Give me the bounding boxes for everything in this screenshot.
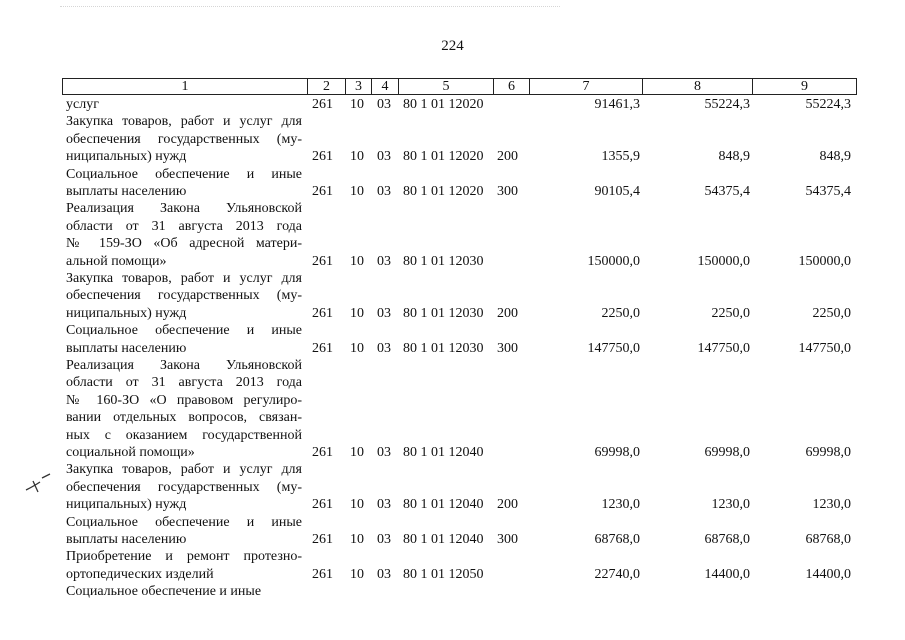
cell-c4: 03 — [377, 566, 391, 582]
row-description — [66, 583, 302, 600]
page-number: 224 — [441, 38, 464, 54]
header-col-1: 1 — [181, 79, 189, 94]
table-row — [0, 166, 905, 201]
cell-c6: 300 — [497, 531, 518, 547]
cell-c5: 80 1 01 12040 — [403, 531, 484, 547]
description-line: Приобретение и ремонт протезно- — [66, 549, 302, 565]
cell-c5: 80 1 01 12040 — [403, 445, 484, 460]
cell-c5: 80 1 01 12040 — [403, 497, 484, 513]
description-line: Реализация Закона Ульяновской — [66, 358, 302, 373]
cell-c5: 80 1 01 12020 — [403, 97, 484, 112]
table-row — [0, 270, 905, 322]
cell-c4: 03 — [377, 149, 391, 165]
cell-c5: 80 1 01 12030 — [403, 340, 484, 356]
cell-c9: 55224,3 — [805, 97, 851, 112]
cell-c4: 03 — [377, 531, 391, 547]
cell-c8: 14400,0 — [704, 566, 750, 582]
cell-c2: 261 — [312, 183, 333, 199]
description-line: обеспечения государственных (му- — [66, 131, 302, 147]
cell-c9: 14400,0 — [805, 566, 851, 582]
row-description — [66, 270, 302, 322]
description-line: Закупка товаров, работ и услуг для — [66, 271, 302, 286]
description-line: вании отдельных вопросов, связан- — [66, 410, 302, 426]
cell-c7: 147750,0 — [587, 340, 640, 356]
cell-c5: 80 1 01 12030 — [403, 305, 484, 321]
cell-c6: 200 — [497, 497, 518, 513]
cell-c7: 1355,9 — [601, 149, 640, 165]
cell-c2: 261 — [312, 253, 333, 269]
cell-c4: 03 — [377, 497, 391, 513]
description-line: выплаты населению — [66, 532, 187, 547]
description-line: обеспечения государственных (му- — [66, 479, 302, 495]
cell-c9: 54375,4 — [805, 183, 851, 199]
cell-c3: 10 — [350, 183, 364, 199]
header-col-5: 5 — [398, 79, 493, 94]
description-line: Реализация Закона Ульяновской — [66, 201, 302, 217]
cell-c5: 80 1 01 12030 — [403, 253, 484, 269]
description-line: альной помощи» — [66, 253, 167, 269]
header-col-7: 7 — [529, 79, 642, 94]
row-description — [66, 96, 302, 113]
cell-c2: 261 — [312, 531, 333, 547]
cell-c6: 300 — [497, 340, 518, 356]
description-line: социальной помощи» — [66, 445, 195, 461]
cell-c4: 03 — [377, 445, 391, 460]
cell-c9: 150000,0 — [798, 253, 851, 269]
cell-c8: 1230,0 — [711, 497, 750, 513]
description-line: Социальное обеспечение и иные — [66, 323, 302, 339]
cell-c2: 261 — [312, 566, 333, 582]
cell-c3: 10 — [350, 340, 364, 356]
cell-c8: 68768,0 — [704, 531, 750, 547]
cell-c4: 03 — [377, 97, 391, 112]
table-row — [0, 113, 905, 165]
description-line: № 160-ЗО «О правовом регулиро- — [66, 392, 302, 408]
table-row — [0, 548, 905, 583]
cell-c7: 2250,0 — [601, 305, 640, 321]
description-line: области от 31 августа 2013 года — [66, 375, 302, 391]
table-row — [0, 461, 905, 513]
cell-c8: 69998,0 — [704, 445, 750, 460]
cell-c2: 261 — [312, 97, 333, 112]
row-description — [66, 514, 302, 549]
cell-c7: 90105,4 — [594, 183, 640, 199]
cell-c7: 22740,0 — [594, 566, 640, 582]
header-col-9: 9 — [752, 79, 856, 94]
cell-c9: 69998,0 — [805, 445, 851, 460]
cell-c7: 150000,0 — [587, 253, 640, 269]
cell-c2: 261 — [312, 149, 333, 165]
cell-c3: 10 — [350, 531, 364, 547]
cell-c8: 55224,3 — [704, 97, 750, 112]
scan-artifact — [60, 6, 560, 11]
cell-c5: 80 1 01 12020 — [403, 149, 484, 165]
cell-c3: 10 — [350, 253, 364, 269]
cell-c4: 03 — [377, 305, 391, 321]
description-line: выплаты населению — [66, 184, 187, 199]
cell-c7: 1230,0 — [601, 497, 640, 513]
description-line: обеспечения государственных (му- — [66, 288, 302, 304]
description-line: Социальное обеспечение и иные — [66, 584, 262, 600]
header-col-2: 2 — [307, 79, 345, 94]
handwritten-mark — [24, 472, 54, 496]
row-description — [66, 166, 302, 201]
cell-c8: 2250,0 — [711, 305, 750, 321]
cell-c4: 03 — [377, 253, 391, 269]
cell-c9: 147750,0 — [798, 340, 851, 356]
cell-c8: 147750,0 — [697, 340, 750, 356]
cell-c8: 54375,4 — [704, 183, 750, 199]
cell-c9: 848,9 — [819, 149, 851, 165]
row-description — [66, 200, 302, 270]
cell-c7: 68768,0 — [594, 531, 640, 547]
cell-c2: 261 — [312, 340, 333, 356]
cell-c3: 10 — [350, 497, 364, 513]
cell-c9: 2250,0 — [812, 305, 851, 321]
description-line: Закупка товаров, работ и услуг для — [66, 114, 302, 130]
table-row — [0, 583, 905, 600]
description-line: ортопедических изделий — [66, 566, 214, 582]
header-col-3: 3 — [345, 79, 371, 94]
row-description — [66, 461, 302, 513]
row-description — [66, 548, 302, 583]
row-description — [66, 357, 302, 461]
description-line: ниципальных) нужд — [66, 305, 187, 321]
description-line: выплаты населению — [66, 340, 187, 356]
cell-c4: 03 — [377, 340, 391, 356]
cell-c7: 91461,3 — [594, 97, 640, 112]
description-line: ных с оказанием государственной — [66, 427, 302, 443]
cell-c3: 10 — [350, 305, 364, 321]
cell-c9: 1230,0 — [812, 497, 851, 513]
cell-c8: 150000,0 — [697, 253, 750, 269]
description-line: № 159-ЗО «Об адресной матери- — [66, 236, 302, 252]
cell-c7: 69998,0 — [594, 445, 640, 460]
row-description — [66, 113, 302, 165]
row-description — [66, 322, 302, 357]
cell-c3: 10 — [350, 149, 364, 165]
description-line: услуг — [66, 97, 99, 112]
description-line: Закупка товаров, работ и услуг для — [66, 462, 302, 478]
cell-c3: 10 — [350, 97, 364, 112]
description-line: ниципальных) нужд — [66, 149, 187, 165]
table-row — [0, 514, 905, 549]
cell-c2: 261 — [312, 305, 333, 321]
cell-c5: 80 1 01 12050 — [403, 566, 484, 582]
cell-c3: 10 — [350, 445, 364, 460]
cell-c6: 200 — [497, 149, 518, 165]
header-col-6: 6 — [493, 79, 529, 94]
table-row — [0, 200, 905, 270]
description-line: ниципальных) нужд — [66, 497, 187, 513]
cell-c2: 261 — [312, 445, 333, 460]
table-row — [0, 322, 905, 357]
cell-c4: 03 — [377, 183, 391, 199]
cell-c3: 10 — [350, 566, 364, 582]
cell-c5: 80 1 01 12020 — [403, 183, 484, 199]
table-header-row — [62, 78, 857, 95]
description-line: Социальное обеспечение и иные — [66, 514, 302, 530]
cell-c6: 200 — [497, 305, 518, 321]
header-col-4: 4 — [371, 79, 398, 94]
cell-c9: 68768,0 — [805, 531, 851, 547]
cell-c8: 848,9 — [718, 149, 750, 165]
description-line: области от 31 августа 2013 года — [66, 218, 302, 234]
table-row — [0, 96, 905, 113]
description-line: Социальное обеспечение и иные — [66, 166, 302, 182]
header-col-8: 8 — [642, 79, 752, 94]
table-row — [0, 357, 905, 461]
cell-c2: 261 — [312, 497, 333, 513]
cell-c6: 300 — [497, 183, 518, 199]
